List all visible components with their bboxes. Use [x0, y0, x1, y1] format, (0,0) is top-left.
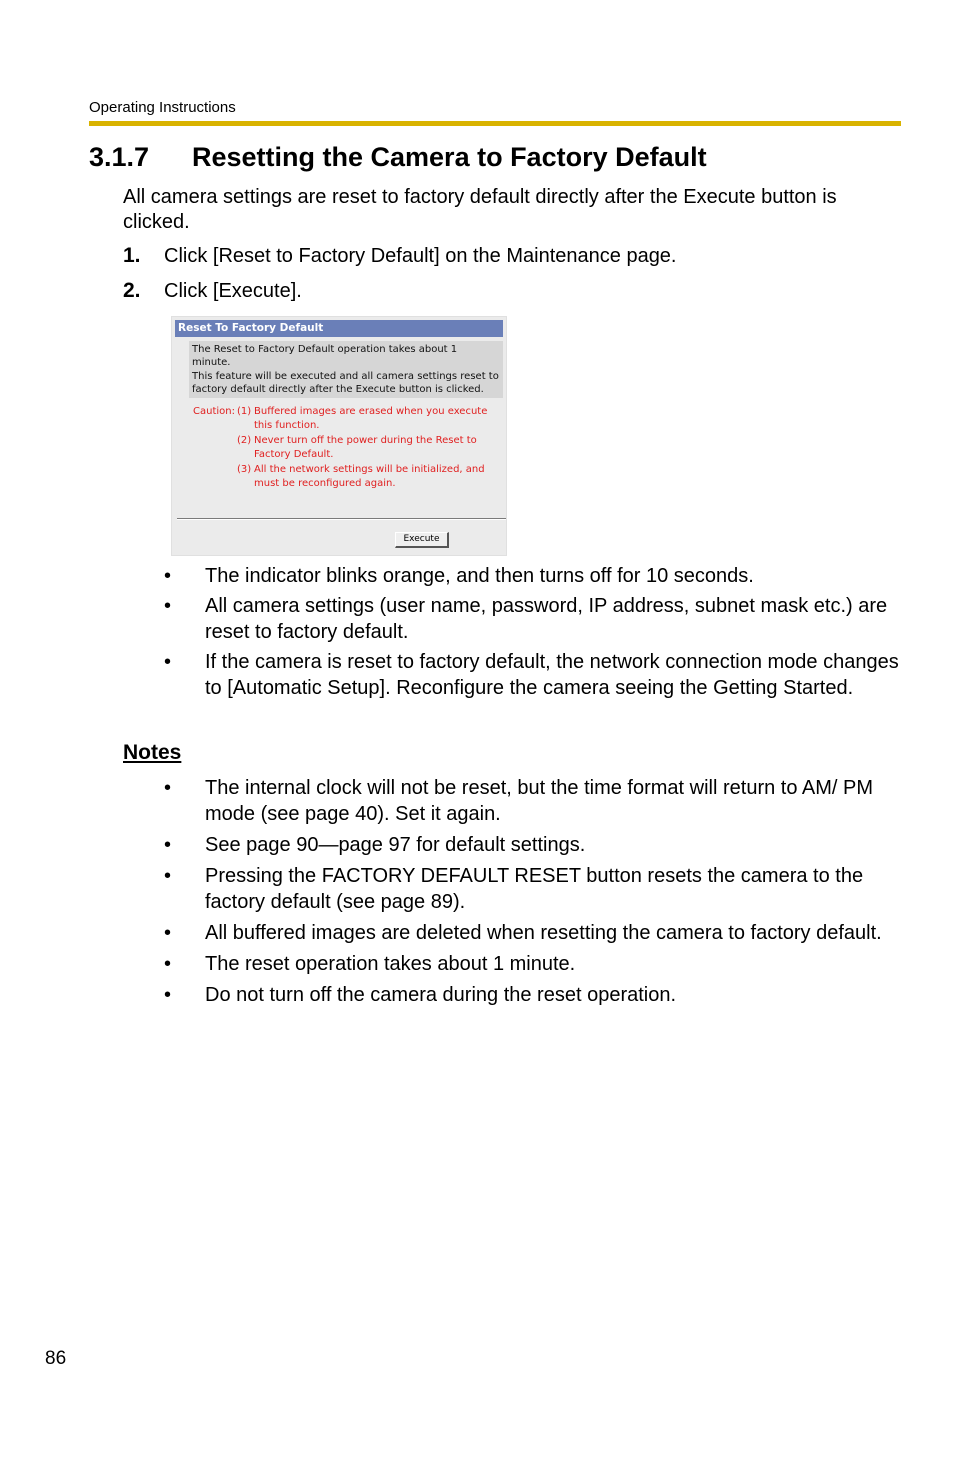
list-item: [164, 863, 905, 915]
list-item-text: The reset operation takes about 1 minute.: [205, 953, 576, 975]
list-item: [164, 775, 905, 827]
list-item-text: All buffered images are deleted when resetting the camera to factory default.: [205, 922, 882, 944]
list-item-text: Pressing the FACTORY DEFAULT RESET button resets the camera to the factory default (see page 89).: [205, 865, 864, 913]
list-item-text: All camera settings (user name, password, IP address, subnet mask etc.) are reset to factory default.: [205, 595, 888, 643]
list-item: [164, 920, 905, 946]
notes-heading: Notes: [123, 741, 182, 764]
step-2: [123, 279, 302, 303]
bullet-icon: •: [164, 865, 172, 887]
caution-item-text: this function.: [254, 420, 320, 432]
caution-item-number: (1): [237, 406, 252, 417]
step-1: [123, 244, 677, 268]
step-number: 1.: [123, 244, 141, 267]
caution-item-text: All the network settings will be initialized, and: [254, 464, 485, 475]
list-item: [164, 982, 905, 1008]
execute-button[interactable]: Execute: [395, 532, 449, 548]
step-number: 2.: [123, 279, 141, 302]
list-item-text: Do not turn off the camera during the reset operation.: [205, 984, 677, 1006]
caution-item-number: (3): [237, 464, 252, 475]
bullet-icon: •: [164, 953, 172, 975]
panel-description: [189, 341, 503, 398]
description-line: The Reset to Factory Default operation takes about 1: [192, 344, 458, 355]
result-list: [164, 563, 905, 705]
caution-item-text: Never turn off the power during the Reset to: [254, 435, 477, 446]
bullet-icon: •: [164, 651, 172, 673]
description-line: This feature will be executed and all camera settings reset to: [192, 370, 499, 382]
list-item-text: The internal clock will not be reset, but the time format will return to AM/ PM mode (see page 40). Set it again.: [205, 777, 874, 825]
caution-item-text: Buffered images are erased when you execute: [254, 406, 488, 417]
list-item-text: See page 90—page 97 for default settings.: [205, 834, 586, 856]
bullet-icon: •: [164, 922, 172, 944]
panel-divider-highlight: [177, 519, 506, 520]
notes-list: [164, 775, 905, 1013]
panel-title: Reset To Factory Default: [175, 320, 503, 337]
list-item: [164, 563, 905, 589]
list-item: [164, 649, 905, 701]
intro-paragraph: All camera settings are reset to factory default directly after the Execute button is clicked.: [123, 186, 837, 233]
bullet-icon: •: [164, 565, 172, 587]
section-number: 3.1.7: [89, 142, 150, 172]
step-text: Click [Reset to Factory Default] on the Maintenance page.: [164, 245, 677, 267]
list-item: [164, 593, 905, 645]
caution-item-number: (2): [237, 435, 252, 446]
bullet-icon: •: [164, 834, 172, 856]
caution-item-text: must be reconfigured again.: [254, 478, 396, 490]
header-rule: [89, 121, 901, 126]
step-text: Click [Execute].: [164, 280, 302, 302]
list-item: [164, 951, 905, 977]
bullet-icon: •: [164, 984, 172, 1006]
reset-factory-default-screenshot: [171, 316, 507, 556]
bullet-icon: •: [164, 777, 172, 799]
caution-item-text: Factory Default.: [254, 449, 334, 461]
description-line: factory default directly after the Execute button is clicked.: [192, 384, 484, 396]
caution-label: Caution:: [193, 406, 235, 417]
list-item-text: The indicator blinks orange, and then turns off for 10 seconds.: [205, 565, 754, 587]
section-title: [89, 142, 707, 173]
description-line: minute.: [192, 357, 231, 369]
section-title-text: Resetting the Camera to Factory Default: [192, 142, 707, 172]
list-item-text: If the camera is reset to factory default, the network connection mode changes to [Automatic Setup]. Reconfigure the camera seeing the Getting Started.: [205, 651, 899, 699]
running-header: Operating Instructions: [89, 99, 236, 116]
list-item: [164, 832, 905, 858]
bullet-icon: •: [164, 595, 172, 617]
page-number: 86: [45, 1348, 67, 1369]
